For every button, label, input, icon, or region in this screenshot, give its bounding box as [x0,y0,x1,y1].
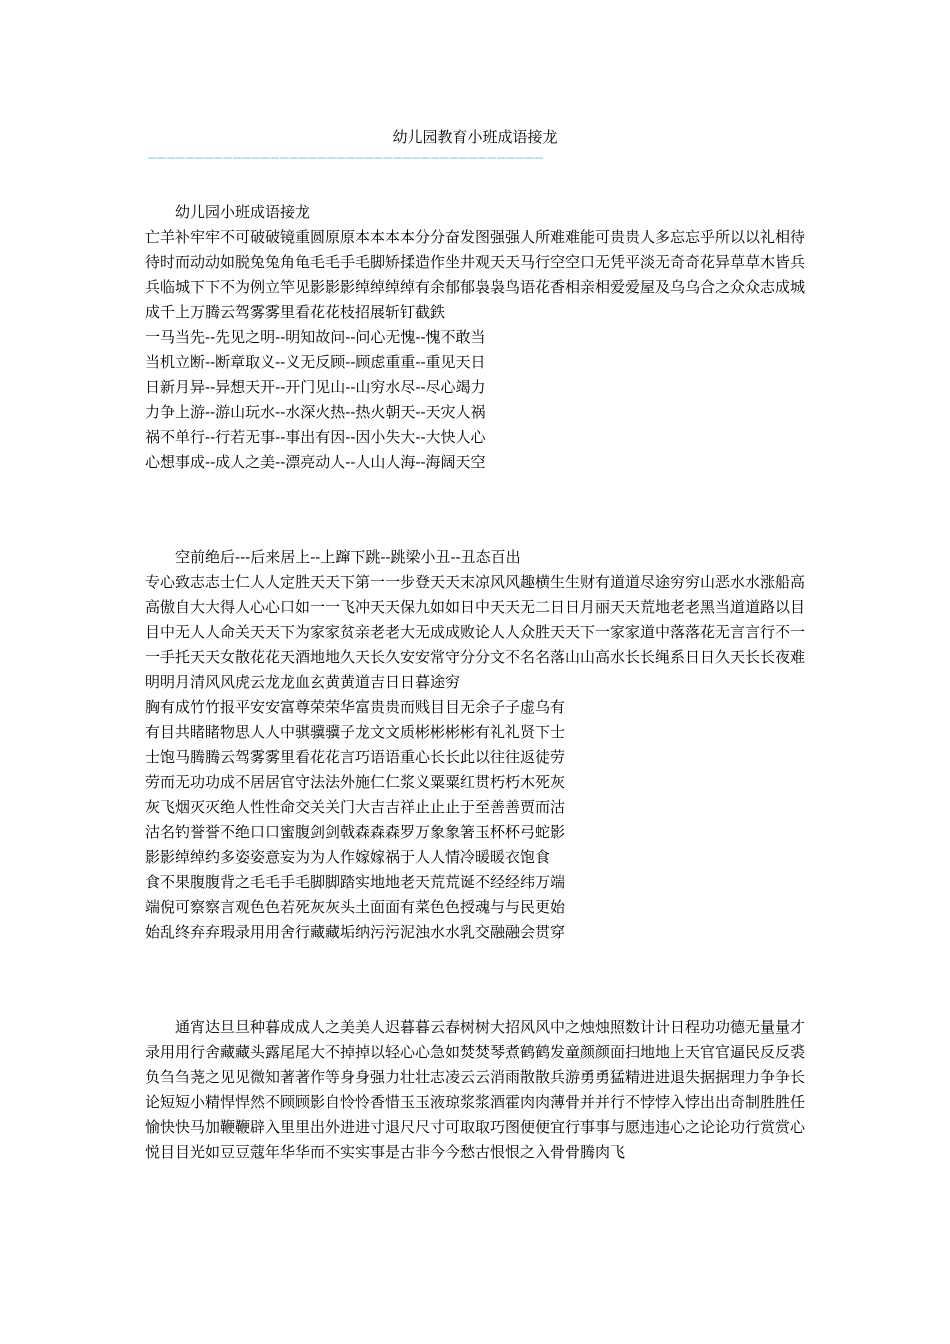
chain-line: 日新月异--异想天开--开门见山--山穷水尽--尽心竭力 [145,378,486,396]
section-2-chain-list [145,695,810,945]
chain-line: 祸不单行--行若无事--事出有因--因小失大--大快人心 [145,428,486,446]
section-2-heading: 空前绝后---后来居上--上蹿下跳--跳梁小丑--丑态百出 [175,548,521,566]
document-body [145,200,810,1165]
chain-line: 始乱终弃弃瑕录用用舍行藏藏垢纳污污泥浊水水乳交融融会贯穿 [145,923,566,941]
section-2-paragraph: 专心致志志士仁人人定胜天天下第一一步登天天末凉风风趣横生生财有道道尽途穷穷山恶水水涨船高高傲自大大得人心心口如一一飞冲天天保九如如日中天天无二日日月丽天天荒地老老黑当道道路以目目中无人人命关天天下为家家贫亲老老大无成成败论人人众胜天天下一家家道中落落花无言言行不一一手托天天女散花花天酒地地久天长久安安常守分分文不名名落山山高水长长绳系日日久天长长夜难明明月清风风虎云龙龙血玄黄黄道吉日日暮途穷 [145,573,806,691]
section-1-heading: 幼儿园小班成语接龙 [175,203,311,221]
section-gap [145,945,810,1015]
title-divider: —————————————————————————————————————————— [148,150,545,166]
section-1-paragraph: 亡羊补牢牢不可破破镜重圆原原本本本本分分奋发图强强人所难难能可贵贵人多忘忘乎所以以礼相待待时而动动如脱兔兔角龟毛毛手毛脚矫揉造作坐井观天天马行空空口无凭平淡无奇奇花异草草木皆兵兵临城下下不为例立竿见影影影绰绰绰绰有余郁郁袅袅鸟语花香相亲相爱爱屋及乌乌合之众众志成城成千上万腾云驾雾雾里看花花枝招展斩钉截鉄 [145,228,806,321]
chain-line: 力争上游--游山玩水--水深火热--热火朝天--天灾人祸 [145,403,486,421]
section-gap [145,475,810,545]
chain-line: 当机立断--断章取义--义无反顾--顾虑重重--重见天日 [145,353,486,371]
section-3-paragraph: 通宵达旦旦种暮成成人之美美人迟暮暮云春树树大招风风中之烛烛照数计计日程功功德无量量才录用用行舍藏藏头露尾尾大不掉掉以轻心心急如焚焚琴煮鹤鹤发童颜颜面扫地地上天官官逼民反反裘负刍刍荛之见见微知著著作等身身强力壮壮志凌云云消雨散散兵游勇勇猛精进进退失据据理力争争长论短短小精悍悍然不顾顾影自怜怜香惜玉玉液琼浆浆酒霍肉肉薄骨并并行不悖悖入悖出出奇制胜胜任愉快快马加鞭鞭辟入里里出外进进寸退尺尺寸可取取巧图便便宜行事事与愿违违心之论论功行赏赏心悦目目光如豆豆蔻年华华而不实实事是古非今今愁古恨恨之入骨骨腾肉飞 [145,1018,806,1161]
section-1-chain-list [145,325,810,475]
chain-line: 劳而无功功成不居居官守法法外施仁仁浆义粟粟红贯朽朽木死灰 [145,773,566,791]
chain-line: 有目共睹睹物思人人中骐骥骥子龙文文质彬彬彬彬有礼礼贤下士 [145,723,566,741]
chain-line: 一马当先--先见之明--明知故问--问心无愧--愧不敢当 [145,328,486,346]
document-title: 幼儿园教育小班成语接龙 [392,128,558,146]
chain-line: 心想事成--成人之美--漂亮动人--人山人海--海阔天空 [145,453,486,471]
chain-line: 沽名钓誉誉不绝口口蜜腹剑剑戟森森森罗万象象箸玉杯杯弓蛇影 [145,823,566,841]
chain-line: 食不果腹腹背之毛毛手毛脚脚踏实地地老天荒荒诞不经经纬万端 [145,873,566,891]
chain-line: 灰飞烟灭灭绝人性性命交关关门大吉吉祥止止止于至善善贾而沽 [145,798,566,816]
chain-line: 胸有成竹竹报平安安富尊荣荣华富贵贵而贱目目无余子子虚乌有 [145,698,566,716]
chain-line: 士饱马腾腾云驾雾雾里看花花言巧语语重心长长此以往往返徒劳 [145,748,566,766]
chain-line: 影影绰绰约多姿姿意妄为为人作嫁嫁祸于人人情冷暖暖衣饱食 [145,848,551,866]
chain-line: 端倪可察察言观色色若死灰灰头土面面有菜色色授魂与与民更始 [145,898,566,916]
